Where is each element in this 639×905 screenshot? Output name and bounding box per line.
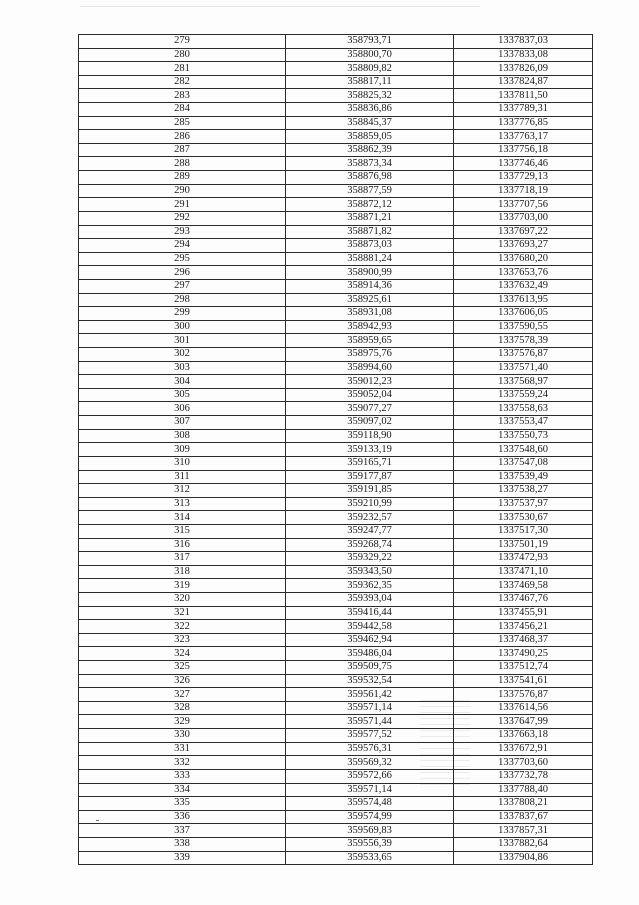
x-coordinate-cell: 358836,86 [286,103,454,117]
point-number-cell: 296 [79,266,286,280]
x-coordinate-cell: 358900,99 [286,266,454,280]
y-coordinate-cell: 1337826,09 [454,62,593,76]
y-coordinate-cell: 1337553,47 [454,416,593,430]
y-coordinate-cell: 1337833,08 [454,48,593,62]
point-number-cell: 325 [79,661,286,675]
table-row [79,116,593,130]
y-coordinate-cell: 1337490,25 [454,647,593,661]
table-row [79,470,593,484]
x-coordinate-cell: 359569,83 [286,824,454,838]
y-coordinate-cell: 1337732,78 [454,769,593,783]
point-number-cell: 307 [79,416,286,430]
table-row [79,456,593,470]
table-row [79,348,593,362]
y-coordinate-cell: 1337693,27 [454,239,593,253]
x-coordinate-cell: 359052,04 [286,388,454,402]
x-coordinate-cell: 358975,76 [286,348,454,362]
point-number-cell: 299 [79,307,286,321]
table-row [79,552,593,566]
x-coordinate-cell: 359574,99 [286,810,454,824]
y-coordinate-cell: 1337548,60 [454,443,593,457]
point-number-cell: 284 [79,103,286,117]
table-row [79,810,593,824]
x-coordinate-cell: 359533,65 [286,851,454,865]
y-coordinate-cell: 1337811,50 [454,89,593,103]
table-row [79,130,593,144]
x-coordinate-cell: 358942,93 [286,320,454,334]
y-coordinate-cell: 1337653,76 [454,266,593,280]
x-coordinate-cell: 359416,44 [286,606,454,620]
point-number-cell: 294 [79,239,286,253]
x-coordinate-cell: 358817,11 [286,75,454,89]
x-coordinate-cell: 359486,04 [286,647,454,661]
table-row [79,171,593,185]
x-coordinate-cell: 358994,60 [286,361,454,375]
y-coordinate-cell: 1337606,05 [454,307,593,321]
point-number-cell: 279 [79,35,286,49]
table-row [79,143,593,157]
point-number-cell: 292 [79,211,286,225]
x-coordinate-cell: 359268,74 [286,538,454,552]
y-coordinate-cell: 1337455,91 [454,606,593,620]
table-row [79,538,593,552]
y-coordinate-cell: 1337707,56 [454,198,593,212]
table-row [79,661,593,675]
table-row [79,62,593,76]
table-row [79,157,593,171]
table-row [79,742,593,756]
point-number-cell: 283 [79,89,286,103]
table-row [79,198,593,212]
y-coordinate-cell: 1337788,40 [454,783,593,797]
x-coordinate-cell: 359569,32 [286,756,454,770]
point-number-cell: 332 [79,756,286,770]
x-coordinate-cell: 359442,58 [286,620,454,634]
point-number-cell: 314 [79,511,286,525]
x-coordinate-cell: 358876,98 [286,171,454,185]
point-number-cell: 286 [79,130,286,144]
y-coordinate-cell: 1337512,74 [454,661,593,675]
y-coordinate-cell: 1337703,00 [454,211,593,225]
y-coordinate-cell: 1337539,49 [454,470,593,484]
x-coordinate-cell: 359556,39 [286,837,454,851]
y-coordinate-cell: 1337530,67 [454,511,593,525]
table-row [79,239,593,253]
point-number-cell: 308 [79,429,286,443]
x-coordinate-cell: 358825,32 [286,89,454,103]
point-number-cell: 319 [79,579,286,593]
point-number-cell: 338 [79,837,286,851]
x-coordinate-cell: 358959,65 [286,334,454,348]
point-number-cell: 282 [79,75,286,89]
x-coordinate-cell: 358925,61 [286,293,454,307]
table-row [79,211,593,225]
y-coordinate-cell: 1337578,39 [454,334,593,348]
y-coordinate-cell: 1337590,55 [454,320,593,334]
table-row [79,783,593,797]
x-coordinate-cell: 359232,57 [286,511,454,525]
y-coordinate-cell: 1337680,20 [454,252,593,266]
point-number-cell: 291 [79,198,286,212]
y-coordinate-cell: 1337808,21 [454,797,593,811]
x-coordinate-cell: 359571,14 [286,783,454,797]
point-number-cell: 301 [79,334,286,348]
y-coordinate-cell: 1337882,64 [454,837,593,851]
x-coordinate-cell: 359165,71 [286,456,454,470]
x-coordinate-cell: 359509,75 [286,661,454,675]
y-coordinate-cell: 1337746,46 [454,157,593,171]
table-row [79,320,593,334]
y-coordinate-cell: 1337538,27 [454,484,593,498]
table-row [79,416,593,430]
y-coordinate-cell: 1337614,56 [454,701,593,715]
point-number-cell: 306 [79,402,286,416]
x-coordinate-cell: 359097,02 [286,416,454,430]
x-coordinate-cell: 359210,99 [286,497,454,511]
table-row [79,484,593,498]
y-coordinate-cell: 1337729,13 [454,171,593,185]
x-coordinate-cell: 359247,77 [286,524,454,538]
point-number-cell: 333 [79,769,286,783]
y-coordinate-cell: 1337613,95 [454,293,593,307]
point-number-cell: 337 [79,824,286,838]
table-row [79,388,593,402]
point-number-cell: 297 [79,279,286,293]
y-coordinate-cell: 1337672,91 [454,742,593,756]
table-row [79,443,593,457]
table-row [79,579,593,593]
x-coordinate-cell: 358871,21 [286,211,454,225]
table-row [79,35,593,49]
y-coordinate-cell: 1337568,97 [454,375,593,389]
y-coordinate-cell: 1337571,40 [454,361,593,375]
table-row [79,429,593,443]
y-coordinate-cell: 1337469,58 [454,579,593,593]
point-number-cell: 329 [79,715,286,729]
point-number-cell: 285 [79,116,286,130]
y-coordinate-cell: 1337776,85 [454,116,593,130]
y-coordinate-cell: 1337537,97 [454,497,593,511]
x-coordinate-cell: 358871,82 [286,225,454,239]
y-coordinate-cell: 1337547,08 [454,456,593,470]
point-number-cell: 305 [79,388,286,402]
x-coordinate-cell: 359561,42 [286,688,454,702]
y-coordinate-cell: 1337824,87 [454,75,593,89]
scan-artifact-line [80,6,480,7]
x-coordinate-cell: 359133,19 [286,443,454,457]
table-row [79,307,593,321]
point-number-cell: 320 [79,592,286,606]
y-coordinate-cell: 1337632,49 [454,279,593,293]
table-row [79,225,593,239]
y-coordinate-cell: 1337541,61 [454,674,593,688]
point-number-cell: 326 [79,674,286,688]
point-number-cell: 302 [79,348,286,362]
point-number-cell: 289 [79,171,286,185]
x-coordinate-cell: 359012,23 [286,375,454,389]
table-row [79,633,593,647]
y-coordinate-cell: 1337718,19 [454,184,593,198]
x-coordinate-cell: 359462,94 [286,633,454,647]
table-row [79,797,593,811]
point-number-cell: 328 [79,701,286,715]
y-coordinate-cell: 1337501,19 [454,538,593,552]
table-row [79,48,593,62]
y-coordinate-cell: 1337837,67 [454,810,593,824]
y-coordinate-cell: 1337558,63 [454,402,593,416]
x-coordinate-cell: 358914,36 [286,279,454,293]
table-row [79,252,593,266]
x-coordinate-cell: 358873,34 [286,157,454,171]
table-row [79,647,593,661]
point-number-cell: 321 [79,606,286,620]
y-coordinate-cell: 1337756,18 [454,143,593,157]
x-coordinate-cell: 359393,04 [286,592,454,606]
table-row [79,565,593,579]
point-number-cell: 293 [79,225,286,239]
table-row [79,824,593,838]
y-coordinate-cell: 1337647,99 [454,715,593,729]
y-coordinate-cell: 1337857,31 [454,824,593,838]
table-row [79,75,593,89]
table-row [79,592,593,606]
x-coordinate-cell: 359572,66 [286,769,454,783]
y-coordinate-cell: 1337467,76 [454,592,593,606]
point-number-cell: 311 [79,470,286,484]
x-coordinate-cell: 358845,37 [286,116,454,130]
point-number-cell: 298 [79,293,286,307]
table-row [79,606,593,620]
x-coordinate-cell: 359329,22 [286,552,454,566]
x-coordinate-cell: 358859,05 [286,130,454,144]
point-number-cell: 312 [79,484,286,498]
table-row [79,279,593,293]
table-row [79,620,593,634]
point-number-cell: 310 [79,456,286,470]
table-row [79,769,593,783]
table-row [79,402,593,416]
x-coordinate-cell: 358862,39 [286,143,454,157]
y-coordinate-cell: 1337468,37 [454,633,593,647]
y-coordinate-cell: 1337904,86 [454,851,593,865]
table-row [79,334,593,348]
y-coordinate-cell: 1337697,22 [454,225,593,239]
table-row [79,524,593,538]
x-coordinate-cell: 359362,35 [286,579,454,593]
y-coordinate-cell: 1337576,87 [454,688,593,702]
y-coordinate-cell: 1337763,17 [454,130,593,144]
point-number-cell: 334 [79,783,286,797]
coordinates-table [78,34,593,865]
point-number-cell: 313 [79,497,286,511]
point-number-cell: 280 [79,48,286,62]
y-coordinate-cell: 1337789,31 [454,103,593,117]
table-row [79,266,593,280]
table-row [79,729,593,743]
point-number-cell: 335 [79,797,286,811]
table-row [79,361,593,375]
point-number-cell: 330 [79,729,286,743]
x-coordinate-cell: 358800,70 [286,48,454,62]
y-coordinate-cell: 1337472,93 [454,552,593,566]
table-row [79,184,593,198]
table-row [79,103,593,117]
x-coordinate-cell: 359532,54 [286,674,454,688]
point-number-cell: 318 [79,565,286,579]
x-coordinate-cell: 359574,48 [286,797,454,811]
point-number-cell: 304 [79,375,286,389]
x-coordinate-cell: 359191,85 [286,484,454,498]
y-coordinate-cell: 1337550,73 [454,429,593,443]
x-coordinate-cell: 358877,59 [286,184,454,198]
x-coordinate-cell: 358872,12 [286,198,454,212]
table-row [79,375,593,389]
x-coordinate-cell: 359118,90 [286,429,454,443]
table-row [79,837,593,851]
x-coordinate-cell: 358931,08 [286,307,454,321]
table-row [79,89,593,103]
point-number-cell: 339 [79,851,286,865]
coordinates-table-body [79,35,593,865]
point-number-cell: 324 [79,647,286,661]
point-number-cell: 322 [79,620,286,634]
x-coordinate-cell: 359177,87 [286,470,454,484]
table-row [79,756,593,770]
point-number-cell: 300 [79,320,286,334]
x-coordinate-cell: 358809,82 [286,62,454,76]
table-row [79,851,593,865]
point-number-cell: 295 [79,252,286,266]
point-number-cell: 316 [79,538,286,552]
point-number-cell: 309 [79,443,286,457]
point-number-cell: 290 [79,184,286,198]
x-coordinate-cell: 359343,50 [286,565,454,579]
point-number-cell: 327 [79,688,286,702]
point-number-cell: 336 [79,810,286,824]
point-number-cell: 303 [79,361,286,375]
point-number-cell: 281 [79,62,286,76]
point-number-cell: 287 [79,143,286,157]
y-coordinate-cell: 1337703,60 [454,756,593,770]
y-coordinate-cell: 1337517,30 [454,524,593,538]
x-coordinate-cell: 359571,44 [286,715,454,729]
y-coordinate-cell: 1337471,10 [454,565,593,579]
y-coordinate-cell: 1337456,21 [454,620,593,634]
x-coordinate-cell: 359577,52 [286,729,454,743]
point-number-cell: 315 [79,524,286,538]
table-row [79,497,593,511]
point-number-cell: 288 [79,157,286,171]
table-row [79,688,593,702]
y-coordinate-cell: 1337576,87 [454,348,593,362]
x-coordinate-cell: 358881,24 [286,252,454,266]
y-coordinate-cell: 1337837,03 [454,35,593,49]
table-row [79,715,593,729]
x-coordinate-cell: 358873,03 [286,239,454,253]
point-number-cell: 331 [79,742,286,756]
table-row [79,701,593,715]
point-number-cell: 317 [79,552,286,566]
table-row [79,293,593,307]
x-coordinate-cell: 359077,27 [286,402,454,416]
point-number-cell: 323 [79,633,286,647]
table-row [79,511,593,525]
y-coordinate-cell: 1337559,24 [454,388,593,402]
table-row [79,674,593,688]
x-coordinate-cell: 359571,14 [286,701,454,715]
x-coordinate-cell: 358793,71 [286,35,454,49]
y-coordinate-cell: 1337663,18 [454,729,593,743]
x-coordinate-cell: 359576,31 [286,742,454,756]
